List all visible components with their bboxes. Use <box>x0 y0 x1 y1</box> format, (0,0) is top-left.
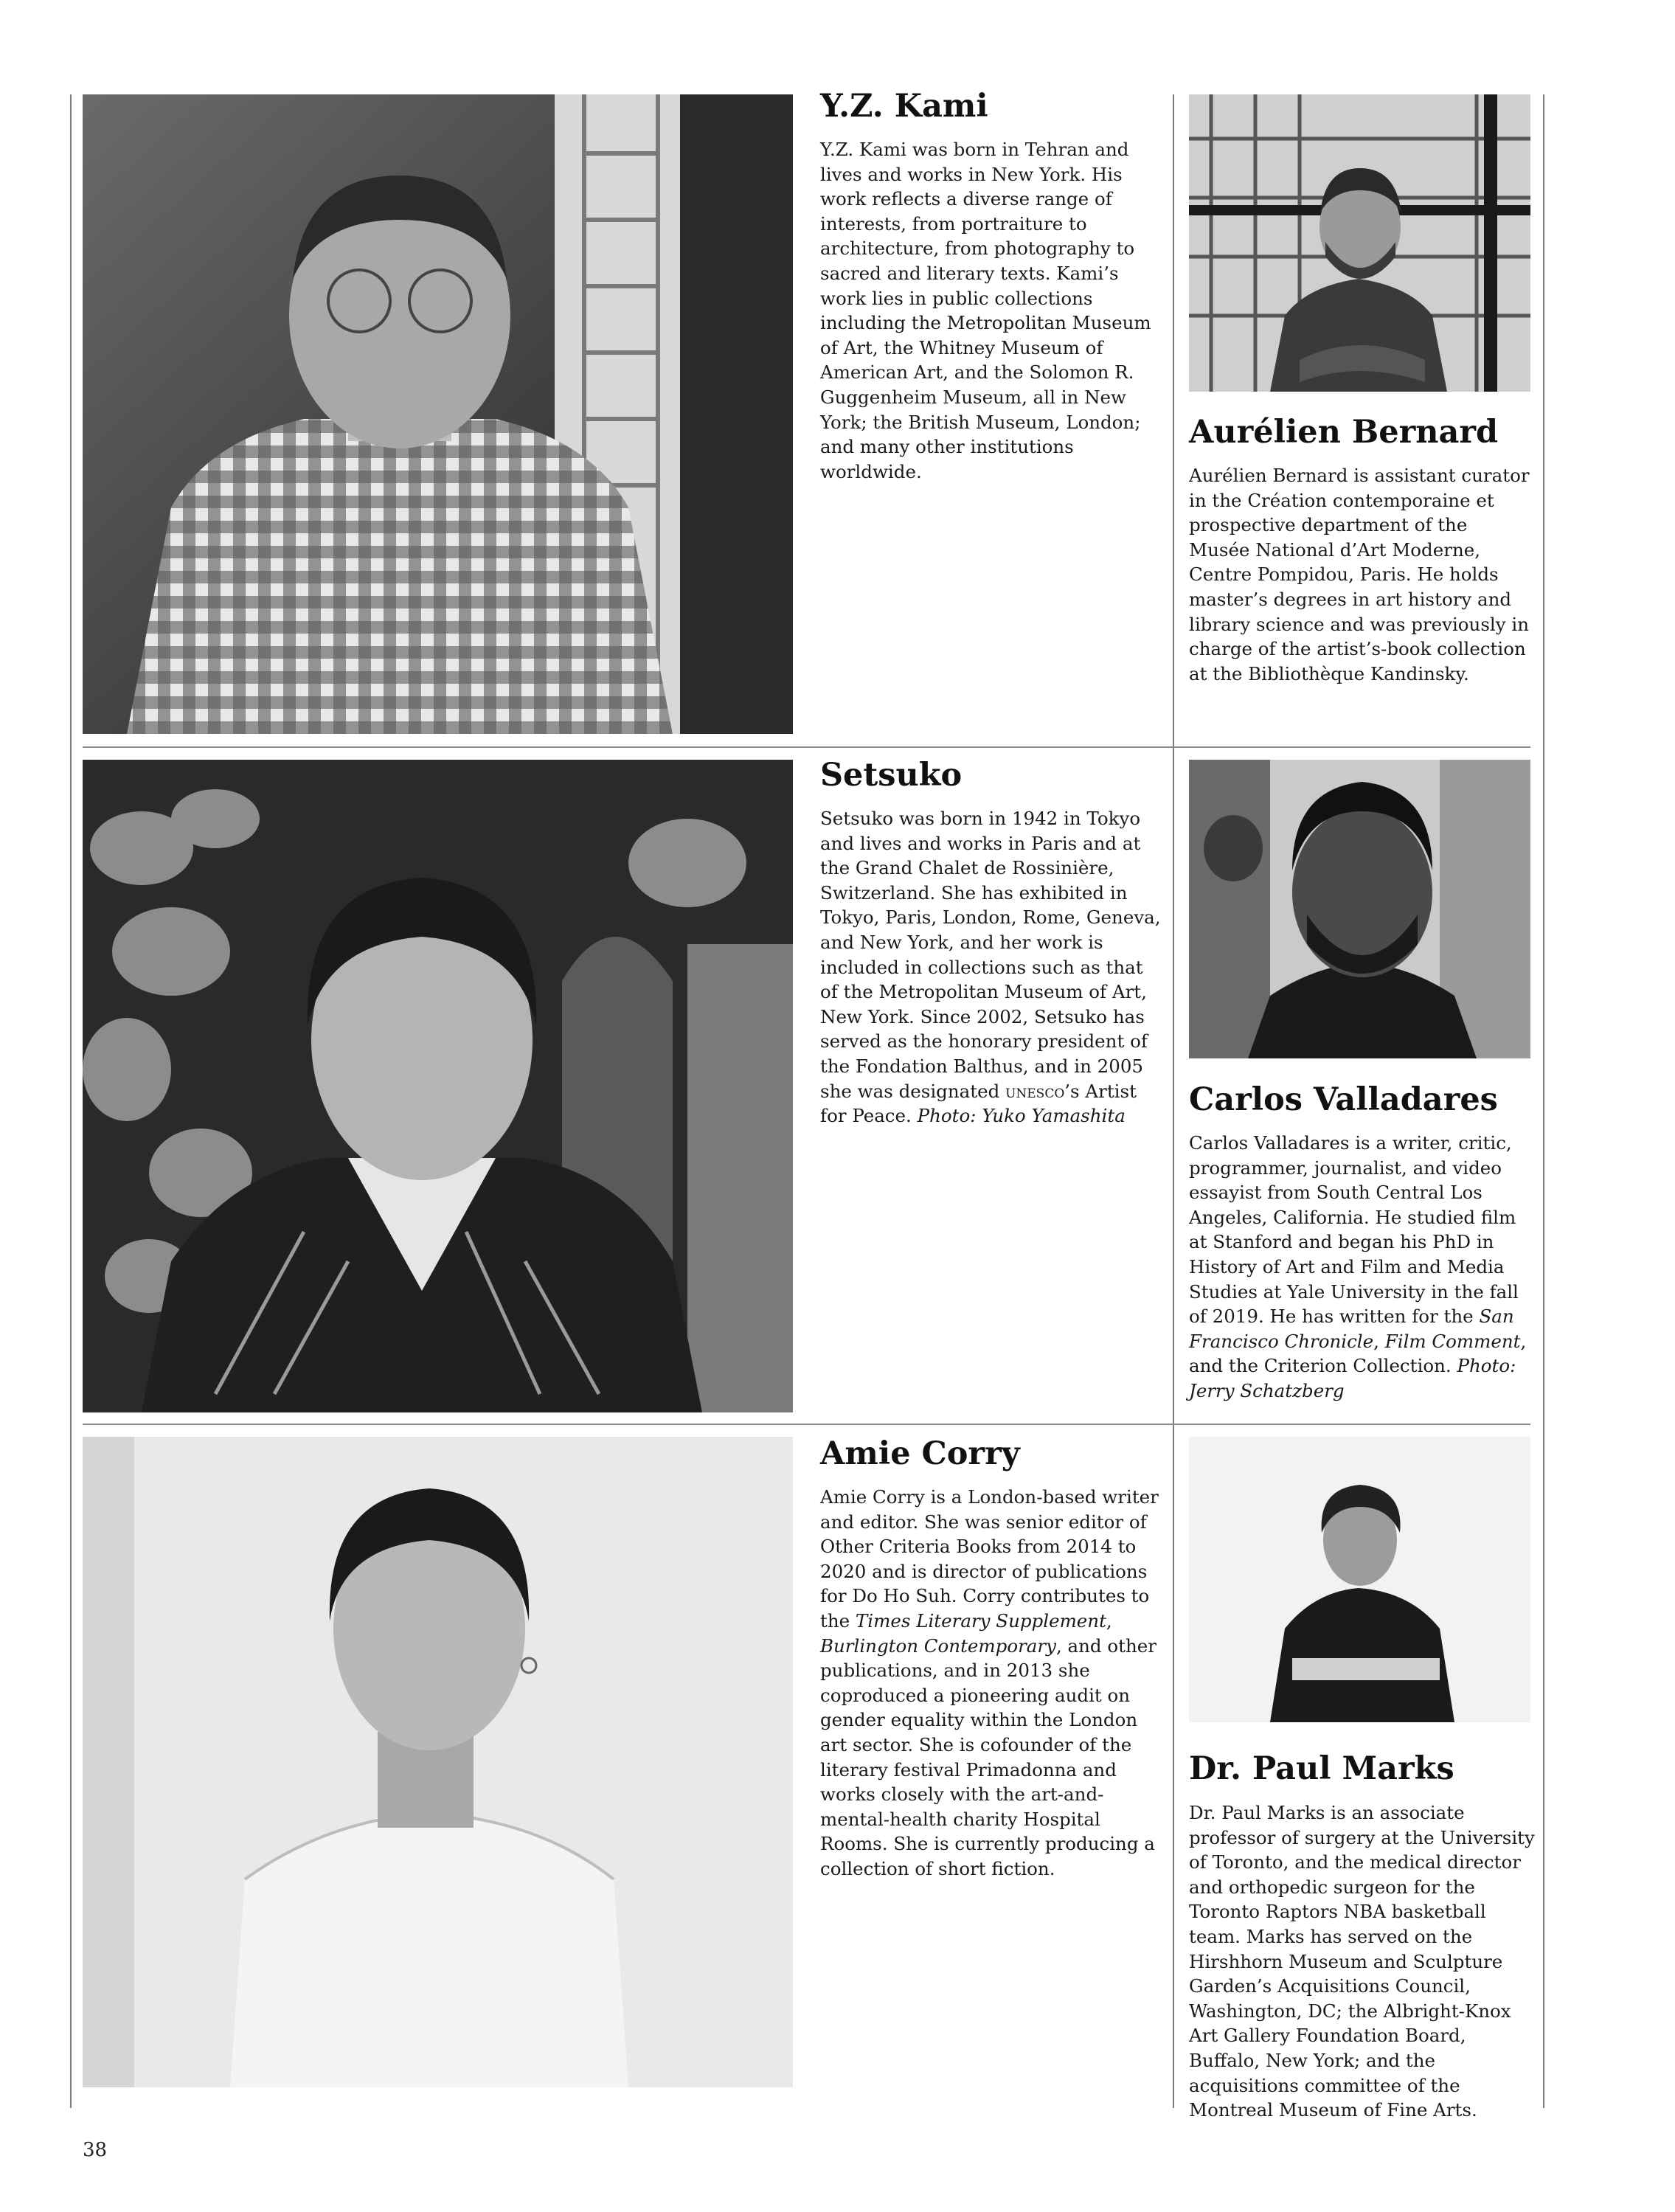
profile-bio-amie-corry <box>820 1485 1161 1882</box>
bio-text: , and other publications, and in 2013 she coproduced a pioneering audit on gender equality within the London art sector. She is cofounder of the literary festival Primadonna and works closely with the art-and-mental-health charity Hospital Rooms. She is currently producing a collection of short fiction. <box>820 1634 1156 1879</box>
profile-name-aurelien-bernard: Aurélien Bernard <box>1189 414 1499 451</box>
profile-name-yz-kami: Y.Z. Kami <box>820 88 988 125</box>
photo-credit: Photo: Jerry Schatzberg <box>1189 1355 1516 1401</box>
profile-bio-yz-kami: Y.Z. Kami was born in Tehran and lives and works in New York. His work reflects a diverse range of interests, from portraiture to architecture, from photography to sacred and literary texts. Kami’s work lies in public collections including the Metropolitan Museum of Art, the Whitney Museum of American Art, and the Solomon R. Guggenheim Museum, all in New York; the British Museum, London; and many other institutions worldwide. <box>820 139 1151 482</box>
profile-name-carlos-valladares: Carlos Valladares <box>1189 1081 1498 1118</box>
photo-credit: Photo: Yuko Yamashita <box>917 1105 1126 1127</box>
bio-publication: Times Literary Supplement <box>855 1609 1106 1632</box>
page-number: 38 <box>83 2139 108 2161</box>
portrait-photo-yz-kami <box>83 94 793 734</box>
profile-bio-carlos-valladares <box>1189 1131 1530 1404</box>
bio-organization: unesco <box>1005 1080 1065 1102</box>
profile-name-paul-marks: Dr. Paul Marks <box>1189 1750 1454 1787</box>
bio-publication: San Francisco Chronicle <box>1189 1306 1514 1352</box>
portrait-photo-carlos-valladares <box>1189 760 1530 1058</box>
bio-text: , <box>1106 1609 1112 1632</box>
bio-publication: Burlington Contemporary <box>820 1634 1056 1657</box>
portrait-photo-amie-corry <box>83 1437 793 2087</box>
profile-bio-aurelien-bernard: Aurélien Bernard is assistant curator in the Création contemporaine et prospective department of the Musée National d’Art Moderne, Centre Pompidou, Paris. He holds master’s degrees in art history and library science and was previously in charge of the artist’s-book collection at the Bibliothèque Kandinsky. <box>1189 465 1530 684</box>
row-divider-2 <box>83 1424 1530 1425</box>
bio-text: Setsuko was born in 1942 in Tokyo and lives and works in Paris and at the Grand Chalet de Rossinière, Switzerland. She has exhibited in Tokyo, Paris, London, Rome, Geneva, and New York, and her work is included in collections such as that of the Metropolitan Museum of Art, New York. Since 2002, Setsuko has served as the honorary president of the Fondation Balthus, and in 2005 she was designated <box>820 808 1161 1102</box>
profile-bio-paul-marks: Dr. Paul Marks is an associate professor of surgery at the University of Toronto, and the medical director and orthopedic surgeon for the Toronto Raptors NBA basketball team. Marks has served on the Hirshhorn Museum and Sculpture Garden’s Acquisitions Council, Washington, DC; the Albright-Knox Art Gallery Foundation Board, Buffalo, New York; and the acquisitions committee of the Montreal Museum of Fine Arts. <box>1189 1802 1535 2121</box>
row-divider-1 <box>83 746 1530 748</box>
right-column-rule <box>1543 94 1544 2108</box>
portrait-photo-aurelien-bernard <box>1189 94 1530 392</box>
profile-name-amie-corry: Amie Corry <box>820 1435 1020 1472</box>
bio-text: , and the Criterion Collection. <box>1189 1330 1527 1377</box>
portrait-photo-setsuko <box>83 760 793 1412</box>
bio-text: Carlos Valladares is a writer, critic, programmer, journalist, and video essayist from South Central Los Angeles, California. He studied film at Stanford and began his PhD in History of Art and Film and Media Studies at Yale University in the fall of 2019. He has written for the <box>1189 1132 1519 1328</box>
left-column-rule <box>70 94 72 2108</box>
bio-publication: Film Comment <box>1384 1330 1521 1352</box>
profile-name-setsuko: Setsuko <box>820 757 963 794</box>
bio-text: Amie Corry is a London-based writer and editor. She was senior editor of Other Criteria Books from 2014 to 2020 and is director of publications for Do Ho Suh. Corry contributes to the <box>820 1486 1159 1632</box>
bio-text: , <box>1373 1330 1385 1352</box>
center-column-rule <box>1173 94 1174 2108</box>
bio-text: ’s Artist for Peace. <box>820 1080 1137 1127</box>
profile-bio-setsuko <box>820 806 1161 1128</box>
portrait-photo-paul-marks <box>1189 1437 1530 1722</box>
